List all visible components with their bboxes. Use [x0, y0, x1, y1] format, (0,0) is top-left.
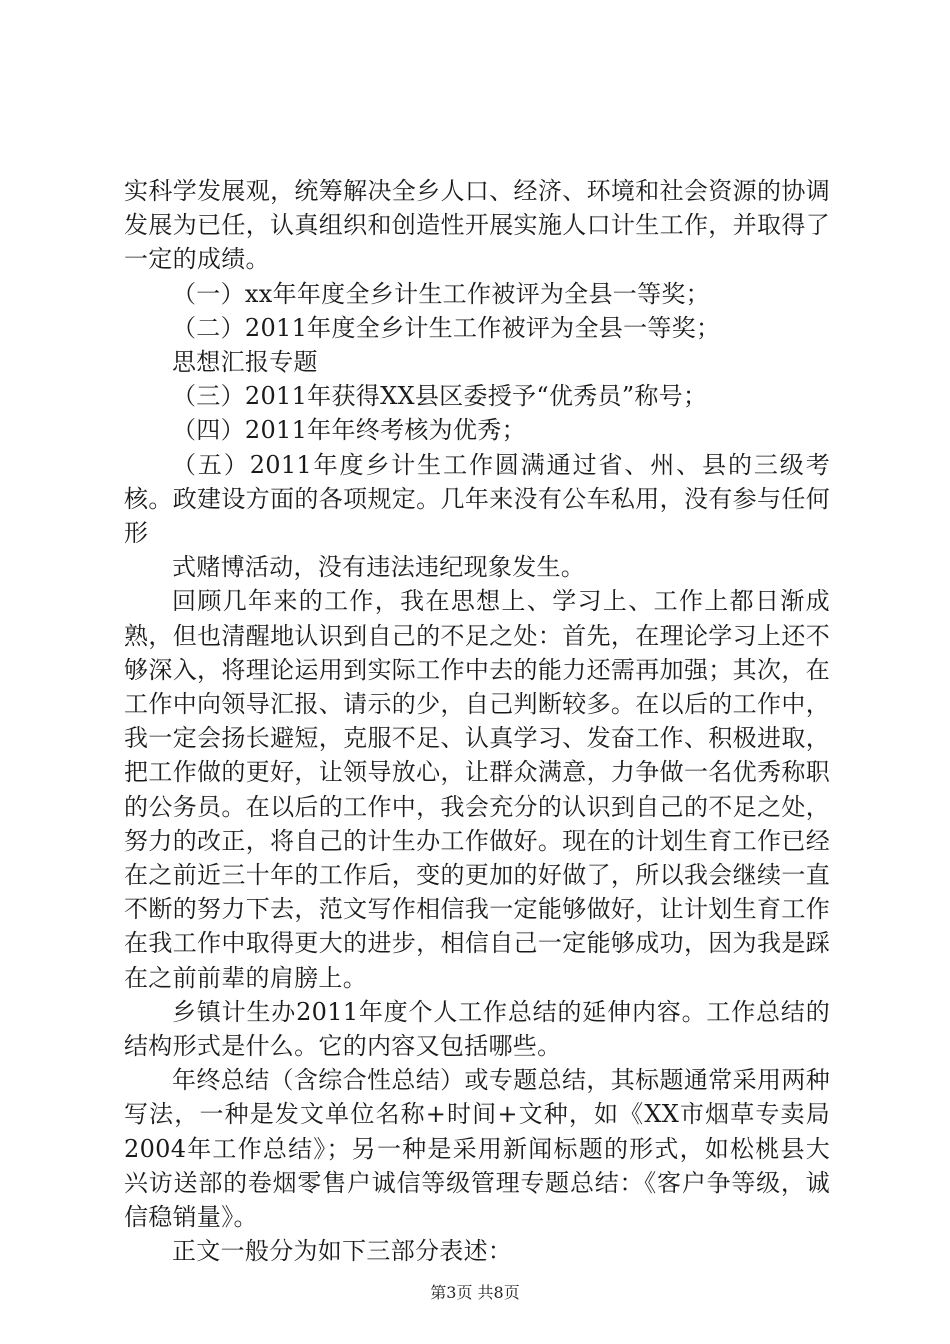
- paragraph: 回顾几年来的工作，我在思想上、学习上、工作上都日渐成熟，但也清醒地认识到自己的不足之处：首先，在理论学习上还不够深入，将理论运用到实际工作中去的能力还需再加强；其次，在工作中向领导汇报、请示的少，自己判断较多。在以后的工作中，我一定会扬长避短，克服不足、认真学习、发奋工作、积极进取，把工作做的更好，让领导放心，让群众满意，力争做一名优秀称职的公务员。在以后的工作中，我会充分的认识到自己的不足之处，努力的改正，将自己的计生办工作做好。现在的计划生育工作已经在之前近三十年的工作后，变的更加的好做了，所以我会继续一直不断的努力下去，范文写作相信我一定能够做好，让计划生育工作在我工作中取得更大的进步，相信自己一定能够成功，因为我是踩在之前前辈的肩膀上。: [124, 587, 830, 992]
- paragraph: （四）2011年年终考核为优秀；: [172, 416, 526, 445]
- paragraph: 正文一般分为如下三部分表述：: [172, 1237, 513, 1266]
- document-body: [124, 174, 830, 1269]
- page-number-footer: 第3页 共8页: [430, 1283, 520, 1302]
- paragraph: 实科学发展观，统筹解决全乡人口、经济、环境和社会资源的协调发展为已任，认真组织和创造性开展实施人口计生工作，并取得了一定的成绩。: [124, 177, 830, 274]
- paragraph: 年终总结（含综合性总结）或专题总结，其标题通常采用两种写法，一种是发文单位名称+时间+文种，如《XX市烟草专卖局2004年工作总结》；另一种是采用新闻标题的形式，如松桃县大兴访送部的卷烟零售户诚信等级管理专题总结：《客户争等级，诚信稳销量》。: [124, 1066, 830, 1232]
- paragraph: 思想汇报专题: [172, 348, 318, 377]
- paragraph: （一）xx年年度全乡计生工作被评为全县一等奖；: [172, 279, 710, 308]
- paragraph: （二）2011年度全乡计生工作被评为全县一等奖；: [172, 313, 721, 342]
- paragraph: （五）2011年度乡计生工作圆满通过省、州、县的三级考核。政建设方面的各项规定。几年来没有公车私用，没有参与任何形: [124, 450, 830, 548]
- paragraph: 式赌博活动，没有违法违纪现象发生。: [172, 553, 586, 582]
- paragraph: 乡镇计生办2011年度个人工作总结的延伸内容。工作总结的结构形式是什么。它的内容又包括哪些。: [124, 997, 830, 1061]
- paragraph: （三）2011年获得XX县区委授予“优秀员”称号；: [172, 382, 708, 411]
